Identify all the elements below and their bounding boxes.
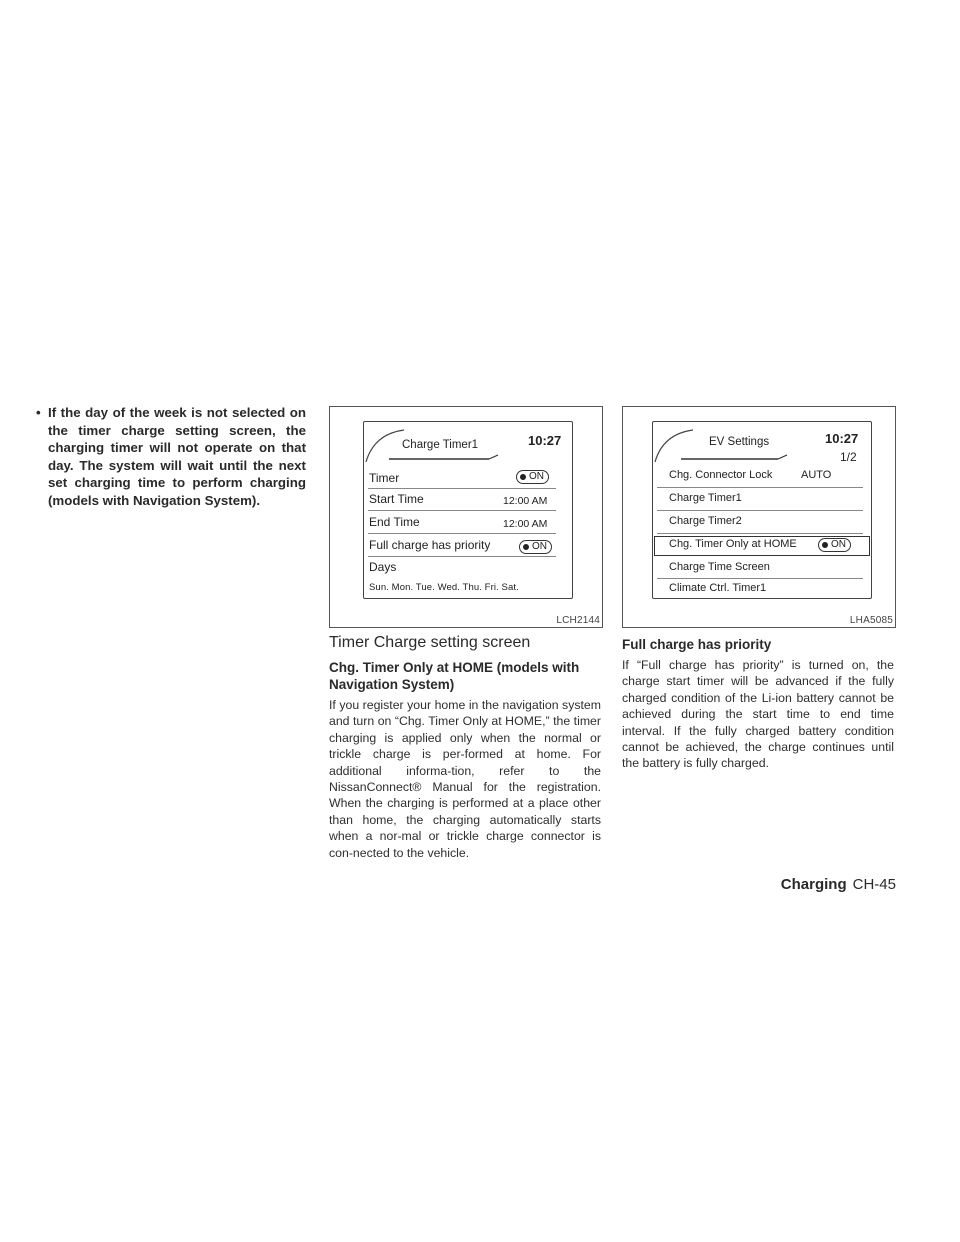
screen-clock: 10:27 (528, 433, 562, 448)
toggle-knob (520, 474, 526, 480)
section-title: Timer Charge setting screen (329, 634, 531, 651)
ev-settings-screen (652, 421, 872, 599)
bullet-text: If the day of the week is not selected on the timer charge setting screen, the charging timer will not operate on that day. The system will wait until the next set charging time to perform charging (models with Navigation System). (48, 405, 306, 508)
timer-toggle[interactable] (516, 470, 549, 484)
screen-clock: 10:27 (825, 431, 859, 446)
row-charge-timer2-label: Charge Timer2 (669, 515, 742, 527)
screen-title: Charge Timer1 (402, 439, 479, 451)
divider (368, 556, 556, 557)
row-charge-time-screen-label: Charge Time Screen (669, 561, 770, 573)
row-connector-lock-value: AUTO (801, 469, 832, 481)
toggle-label: ON (529, 471, 544, 482)
row-days-values: Sun. Mon. Tue. Wed. Thu. Fri. Sat. (369, 582, 519, 593)
divider (657, 533, 863, 534)
charge-timer-screen (363, 421, 573, 599)
row-climate-timer-label: Climate Ctrl. Timer1 (669, 582, 767, 594)
divider (368, 488, 556, 489)
row-start-time-label: Start Time (369, 492, 424, 506)
row-end-time-label: End Time (369, 515, 420, 529)
screen-title: EV Settings (709, 436, 770, 448)
toggle-knob (822, 542, 828, 548)
timer-home-toggle[interactable] (818, 538, 851, 552)
row-timer-home-label: Chg. Timer Only at HOME (669, 538, 797, 550)
bullet-note (36, 404, 306, 509)
footer-page-number: CH-45 (852, 876, 896, 893)
figure-ev-settings (622, 406, 896, 628)
row-start-time-value: 12:00 AM (503, 495, 548, 507)
row-full-charge-label: Full charge has priority (369, 538, 491, 552)
bullet-symbol: • (36, 405, 41, 420)
divider (657, 510, 863, 511)
subsection-title-full-charge: Full charge has priority (622, 637, 772, 652)
subsection-body-home-timer: If you register your home in the navigation system and turn on “Chg. Timer Only at HOME,” the timer charging is applied only when the normal or trickle charge is per-formed at home. For additional informa-tion, refer to the NissanConnect® Manual for the registration. When the charging is performed at a place other than home, the charging automatically starts when a nor-mal or trickle charge connector is con-nected to the vehicle. (329, 698, 601, 860)
screen-page-indicator: 1/2 (840, 450, 857, 464)
row-end-time-value: 12:00 AM (503, 518, 548, 530)
row-timer-label: Timer (369, 471, 400, 485)
row-days-label: Days (369, 560, 397, 574)
subsection-title-home-timer: Chg. Timer Only at HOME (models with Navigation System) (329, 660, 580, 692)
figure-code: LCH2144 (556, 615, 600, 626)
full-charge-toggle[interactable] (519, 540, 552, 554)
toggle-label: ON (532, 541, 547, 552)
divider (657, 487, 863, 488)
row-connector-lock-label: Chg. Connector Lock (669, 469, 773, 481)
figure-code: LHA5085 (849, 615, 893, 626)
subsection-body-full-charge: If “Full charge has priority” is turned on, the charge start timer will be advanced if the fully charged condition of the Li-ion battery cannot be achieved during the start time to end time interval. If the fully charged battery condition cannot be achieved, the charge continues until the battery is fully charged. (622, 658, 894, 771)
footer-section: Charging (780, 876, 847, 893)
toggle-label: ON (831, 539, 846, 550)
page-footer (781, 876, 896, 893)
toggle-knob (523, 544, 529, 550)
divider (368, 533, 556, 534)
row-charge-timer1-label: Charge Timer1 (669, 492, 742, 504)
figure-charge-timer (329, 406, 603, 628)
divider (368, 510, 556, 511)
divider (657, 578, 863, 579)
